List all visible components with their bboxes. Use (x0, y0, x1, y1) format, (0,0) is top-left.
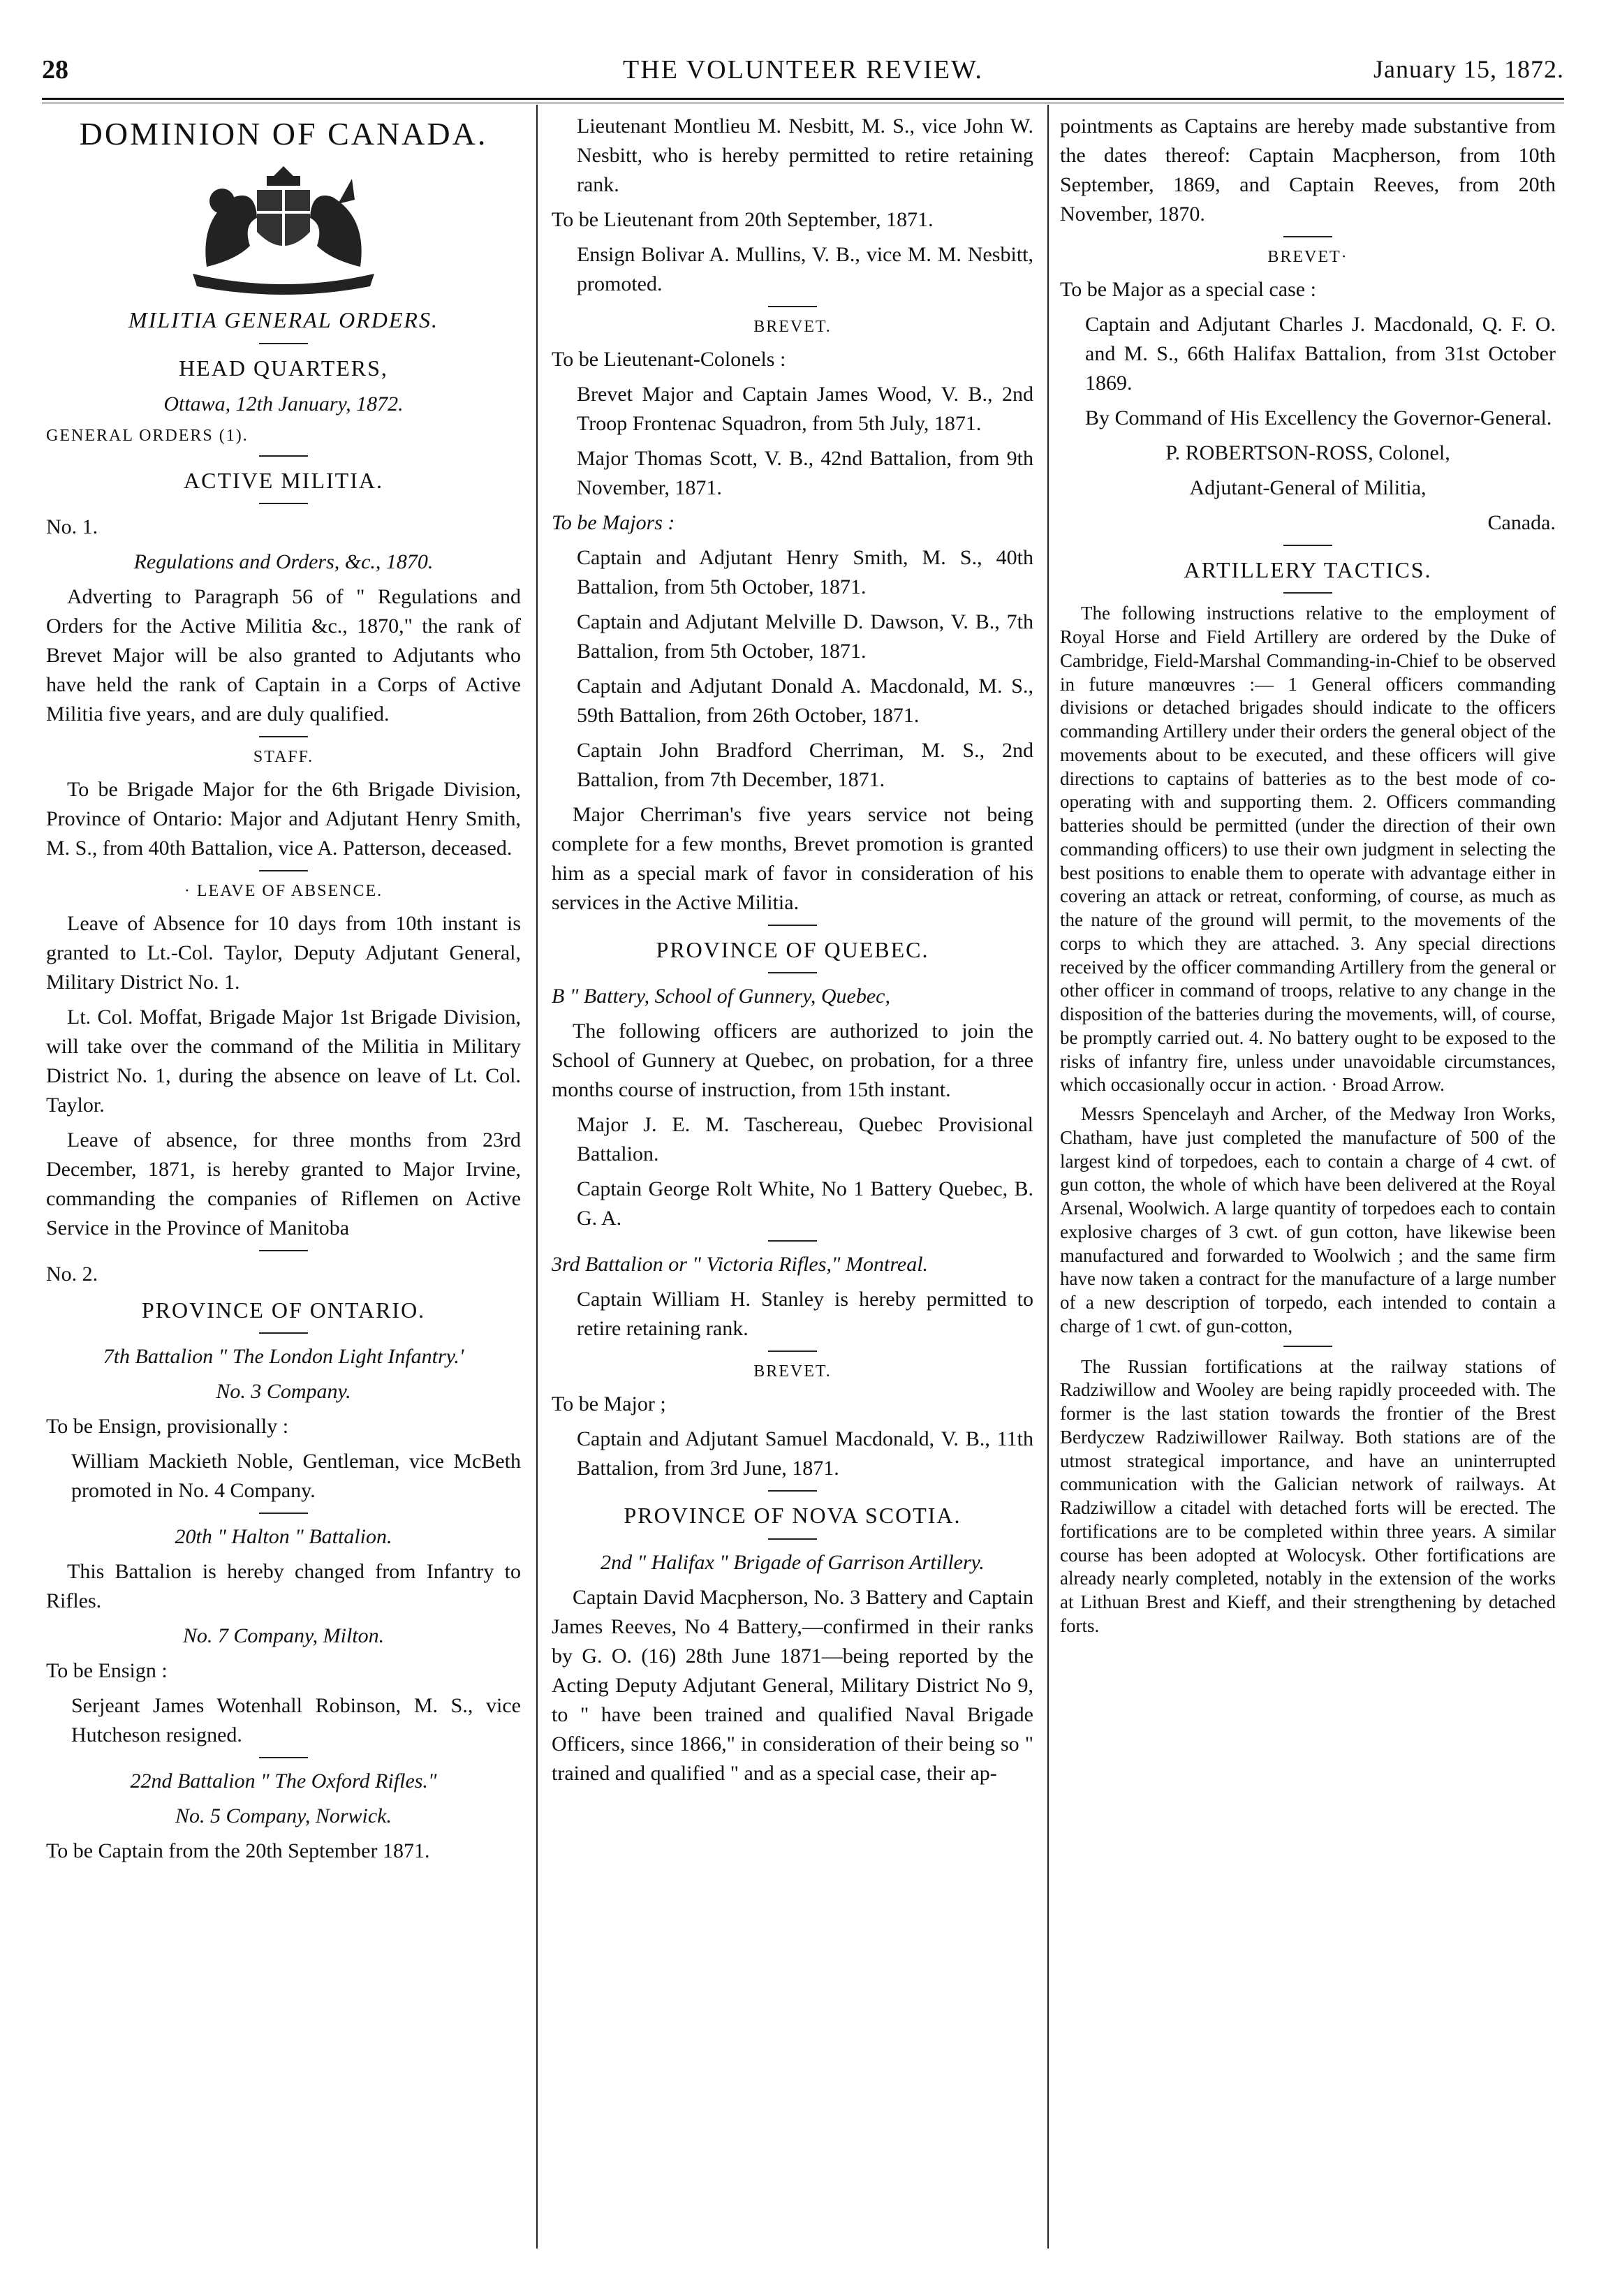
section-rule (1283, 545, 1332, 546)
section-rule (768, 1240, 817, 1242)
paragraph: To be Brigade Major for the 6th Brigade Division, Province of Ontario: Major and Adjutant Henry Smith, M. S., from 40th Battalion, vice A. Patterson, deceased. (46, 777, 521, 860)
section-rule (259, 1250, 308, 1251)
brevet-heading: BREVET. (753, 318, 832, 336)
paragraph: Leave of Absence for 10 days from 10th instant is granted to Lt.-Col. Taylor, Deputy Adjutant General, Military District No. 1. (46, 911, 521, 994)
company-heading: No. 3 Company. (216, 1380, 351, 1404)
section-rule (768, 1490, 817, 1492)
section-rule (259, 736, 308, 737)
paragraph: Lt. Col. Moffat, Brigade Major 1st Brigade Division, will take over the command of the Militia in Military District No. 1, during the absence on leave of Lt. Col. Taylor. (46, 1005, 521, 1117)
paragraph: The Russian fortifications at the railway stations of Radziwillow and Wooley are being rapidly proceeded with. The former is the last station towards the frontier of the Brest Berdyczew Radziwillower Railway. Both stations are of the utmost strategical importance, and have an uninterrupted communication with the Galician network of railways. At Radziwillow a citadel with detached forts will be erected. The fortifications are to be completed within three years. A similar course has been adopted at Wolocysk. Other fortifications are already nearly completed, notably in the extension of the works at Lithuan Brest and Kieff, and their strengthening by detached forts. (1060, 1355, 1556, 1636)
column-3 (1060, 112, 1556, 2249)
paragraph: This Battalion is hereby changed from Infantry to Rifles. (46, 1560, 521, 1613)
appointment-entry: Captain and Adjutant Donald A. Macdonald, M. S., 59th Battalion, from 26th October, 1871. (577, 674, 1033, 727)
column-divider (536, 105, 538, 2249)
militia-orders-heading: MILITIA GENERAL ORDERS. (128, 307, 439, 333)
section-rule (1283, 592, 1332, 594)
ontario-heading: PROVINCE OF ONTARIO. (141, 1297, 426, 1323)
paragraph: The following officers are authorized to join the School of Gunnery at Quebec, on probation, for a three months course of instruction, from 15th instant. (552, 1020, 1033, 1102)
column-divider (1047, 105, 1049, 2249)
appointment-entry: Captain George Rolt White, No 1 Battery Quebec, B. G. A. (577, 1177, 1033, 1230)
running-header (42, 54, 1564, 96)
battalion-heading: 22nd Battalion " The Oxford Rifles." (130, 1769, 437, 1793)
appointment-line: To be Lieutenant-Colonels : (552, 347, 786, 371)
signature-name: P. ROBERTSON-ROSS, Colonel, (1165, 441, 1450, 464)
signature-place: Canada. (1487, 510, 1556, 534)
order-number: No. 1. (46, 515, 98, 539)
column-1 (46, 112, 521, 2249)
appointment-line: To be Major ; (552, 1392, 666, 1415)
section-rule (1283, 1346, 1332, 1347)
section-rule (259, 1757, 308, 1758)
page-number: 28 (42, 55, 68, 84)
signature-title: Adjutant-General of Militia, (1189, 476, 1427, 499)
artillery-tactics-heading: ARTILLERY TACTICS. (1184, 557, 1432, 582)
quebec-heading: PROVINCE OF QUEBEC. (656, 936, 929, 962)
royal-coat-of-arms-icon (179, 162, 388, 295)
brigade-heading: 2nd " Halifax " Brigade of Garrison Artillery. (601, 1550, 985, 1574)
section-rule (259, 870, 308, 871)
paragraph: Captain David Macpherson, No. 3 Battery and Captain James Reeves, No 4 Battery,—confirmed in their ranks by G. O. (16) 28th June 1871—being reported by the Acting Deputy Adjutant General, Military District No 9, to " have been trained and qualified Naval Brigade Officers, since 1866," in consideration of their being so " trained and qualified " and as a special case, their ap- (552, 1585, 1033, 1785)
paragraph: pointments as Captains are hereby made substantive from the dates thereof: Captain Macpherson, from 10th September, 1869, and Captain Reeves, from 20th November, 1870. (1060, 115, 1556, 226)
nova-scotia-heading: PROVINCE OF NOVA SCOTIA. (624, 1502, 962, 1528)
battalion-heading: 7th Battalion " The London Light Infantry.' (103, 1345, 464, 1369)
appointment-entry: Lieutenant Montlieu M. Nesbitt, M. S., vice John W. Nesbitt, who is hereby permitted to retire retaining rank. (577, 115, 1033, 196)
appointment-line: To be Captain from the 20th September 1871. (46, 1839, 430, 1863)
battery-heading: B " Battery, School of Gunnery, Quebec, (552, 985, 890, 1008)
paragraph: The following instructions relative to the employment of Royal Horse and Field Artillery are ordered by the Duke of Cambridge, Field-Marshal Commanding-in-Chief to be observed in future manœuvres :— 1 General officers commanding divisions or detached brigades should indicate to the officers commanding Artillery under their orders the general object of the movements about to be executed, and these officers will give directions to captains of batteries as to the best mode of co-operating with and supporting them. 2. Officers commanding batteries should be permitted (under the direction of their own commanding officers) to use their own judgment in selecting the best positions to enable them to operate with advantage either in covering an attack or retreat, conforming, of course, as much as the nature of the ground will permit, to the movements of the corps to which they are attached. 3. Any special directions received by the officer commanding Artillery from the general or other officer in command of troops, relative to any change in the disposition of the batteries during the movements, will, of course, be promptly carried out. 4. No battery ought to be exposed to the risks of infantry fire, unless under unavoidable circumstances, which occasionally occur in action. · Broad Arrow. (1060, 603, 1556, 1096)
section-rule (259, 1513, 308, 1514)
appointment-line: To be Majors : (552, 510, 675, 534)
appointment-entry: Captain and Adjutant Charles J. Macdonald, Q. F. O. and M. S., 66th Halifax Battalion, from 31st October 1869. (1085, 312, 1556, 395)
section-rule (768, 925, 817, 926)
appointment-line: To be Ensign : (46, 1659, 168, 1683)
paragraph: Messrs Spencelayh and Archer, of the Medway Iron Works, Chatham, have just completed the manufacture of 500 of the largest kind of torpedoes, each to contain a charge of 4 cwt. of gun cotton, the whole of which have been delivered at the Royal Arsenal, Woolwich. A large quantity of torpedoes each to contain explosive charges of 3 cwt. of gun cotton, have likewise been manufactured and forwarded to Woolwich ; and the same firm have now taken a contract for the manufacture of a large number of a new description of torpedo, each intended to contain a charge of 1 cwt. of gun-cotton, (1060, 1103, 1556, 1337)
brevet-heading: BREVET· (1267, 248, 1348, 266)
section-rule (259, 343, 308, 344)
paragraph: Adverting to Paragraph 56 of " Regulations and Orders for the Active Militia &c., 1870," the rank of Brevet Major will be also granted to Adjutants who have held the rank of Captain in a Corps of Active Militia five years, and are duly qualified. (46, 585, 521, 726)
regulations-title: Regulations and Orders, &c., 1870. (133, 550, 434, 574)
section-rule (768, 1351, 817, 1352)
brevet-heading: BREVET. (753, 1362, 832, 1381)
publication-title: THE VOLUNTEER REVIEW. (623, 55, 983, 84)
active-militia-heading: ACTIVE MILITIA. (184, 467, 383, 493)
section-rule (1283, 236, 1332, 237)
paragraph: Major Cherriman's five years service not being complete for a few months, Brevet promotion is granted him as a special mark of favor in consideration of his services in the Active Militia. (552, 802, 1033, 914)
section-rule (259, 503, 308, 504)
appointment-line: To be Ensign, provisionally : (46, 1415, 289, 1438)
dominion-title: DOMINION OF CANADA. (79, 116, 488, 152)
company-heading: No. 5 Company, Norwick. (175, 1804, 392, 1828)
appointment-entry: Captain John Bradford Cherriman, M. S., 2nd Battalion, from 7th December, 1871. (577, 738, 1033, 791)
appointment-entry: Major Thomas Scott, V. B., 42nd Battalion, from 9th November, 1871. (577, 446, 1033, 499)
battalion-heading: 20th " Halton " Battalion. (175, 1525, 392, 1549)
section-rule (768, 306, 817, 307)
column-2 (552, 112, 1033, 2249)
paragraph: Leave of absence, for three months from 23rd December, 1871, is hereby granted to Major Irvine, commanding the companies of Riflemen on Active Service in the Province of Manitoba (46, 1128, 521, 1239)
signature-command: By Command of His Excellency the Governor-General. (1085, 406, 1552, 429)
header-rule (42, 98, 1564, 100)
appointment-line: To be Lieutenant from 20th September, 1871. (552, 208, 934, 231)
appointment-entry: Captain and Adjutant Samuel Macdonald, V. B., 11th Battalion, from 3rd June, 1871. (577, 1427, 1033, 1480)
battalion-heading: 3rd Battalion or " Victoria Rifles," Montreal. (552, 1253, 929, 1276)
appointment-entry: Ensign Bolivar A. Mullins, V. B., vice M. M. Nesbitt, promoted. (577, 243, 1033, 295)
general-orders-label: GENERAL ORDERS (1). (46, 426, 249, 445)
section-rule (259, 1332, 308, 1334)
appointment-entry: Major J. E. M. Taschereau, Quebec Provisional Battalion. (577, 1113, 1033, 1166)
leave-heading: · LEAVE OF ABSENCE. (184, 881, 383, 900)
section-rule (768, 972, 817, 973)
staff-heading: STAFF. (253, 748, 314, 767)
hq-heading: HEAD QUARTERS, (179, 355, 388, 381)
appointment-entry: Captain William H. Stanley is hereby permitted to retire retaining rank. (577, 1288, 1033, 1341)
appointment-entry: Brevet Major and Captain James Wood, V. B., 2nd Troop Frontenac Squadron, from 5th July, 1871. (577, 382, 1033, 435)
issue-date: January 15, 1872. (1373, 55, 1564, 83)
order-number: No. 2. (46, 1262, 98, 1286)
section-rule (259, 455, 308, 457)
appointment-entry: Serjeant James Wotenhall Robinson, M. S., vice Hutcheson resigned. (71, 1694, 521, 1747)
appointment-entry: Captain and Adjutant Henry Smith, M. S., 40th Battalion, from 5th October, 1871. (577, 545, 1033, 598)
section-rule (768, 1538, 817, 1540)
appointment-line: To be Major as a special case : (1060, 277, 1316, 301)
company-heading: No. 7 Company, Milton. (182, 1624, 385, 1648)
appointment-entry: Captain and Adjutant Melville D. Dawson, V. B., 7th Battalion, from 5th October, 1871. (577, 610, 1033, 663)
hq-date: Ottawa, 12th January, 1872. (163, 392, 404, 415)
appointment-entry: William Mackieth Noble, Gentleman, vice McBeth promoted in No. 4 Company. (71, 1450, 521, 1503)
